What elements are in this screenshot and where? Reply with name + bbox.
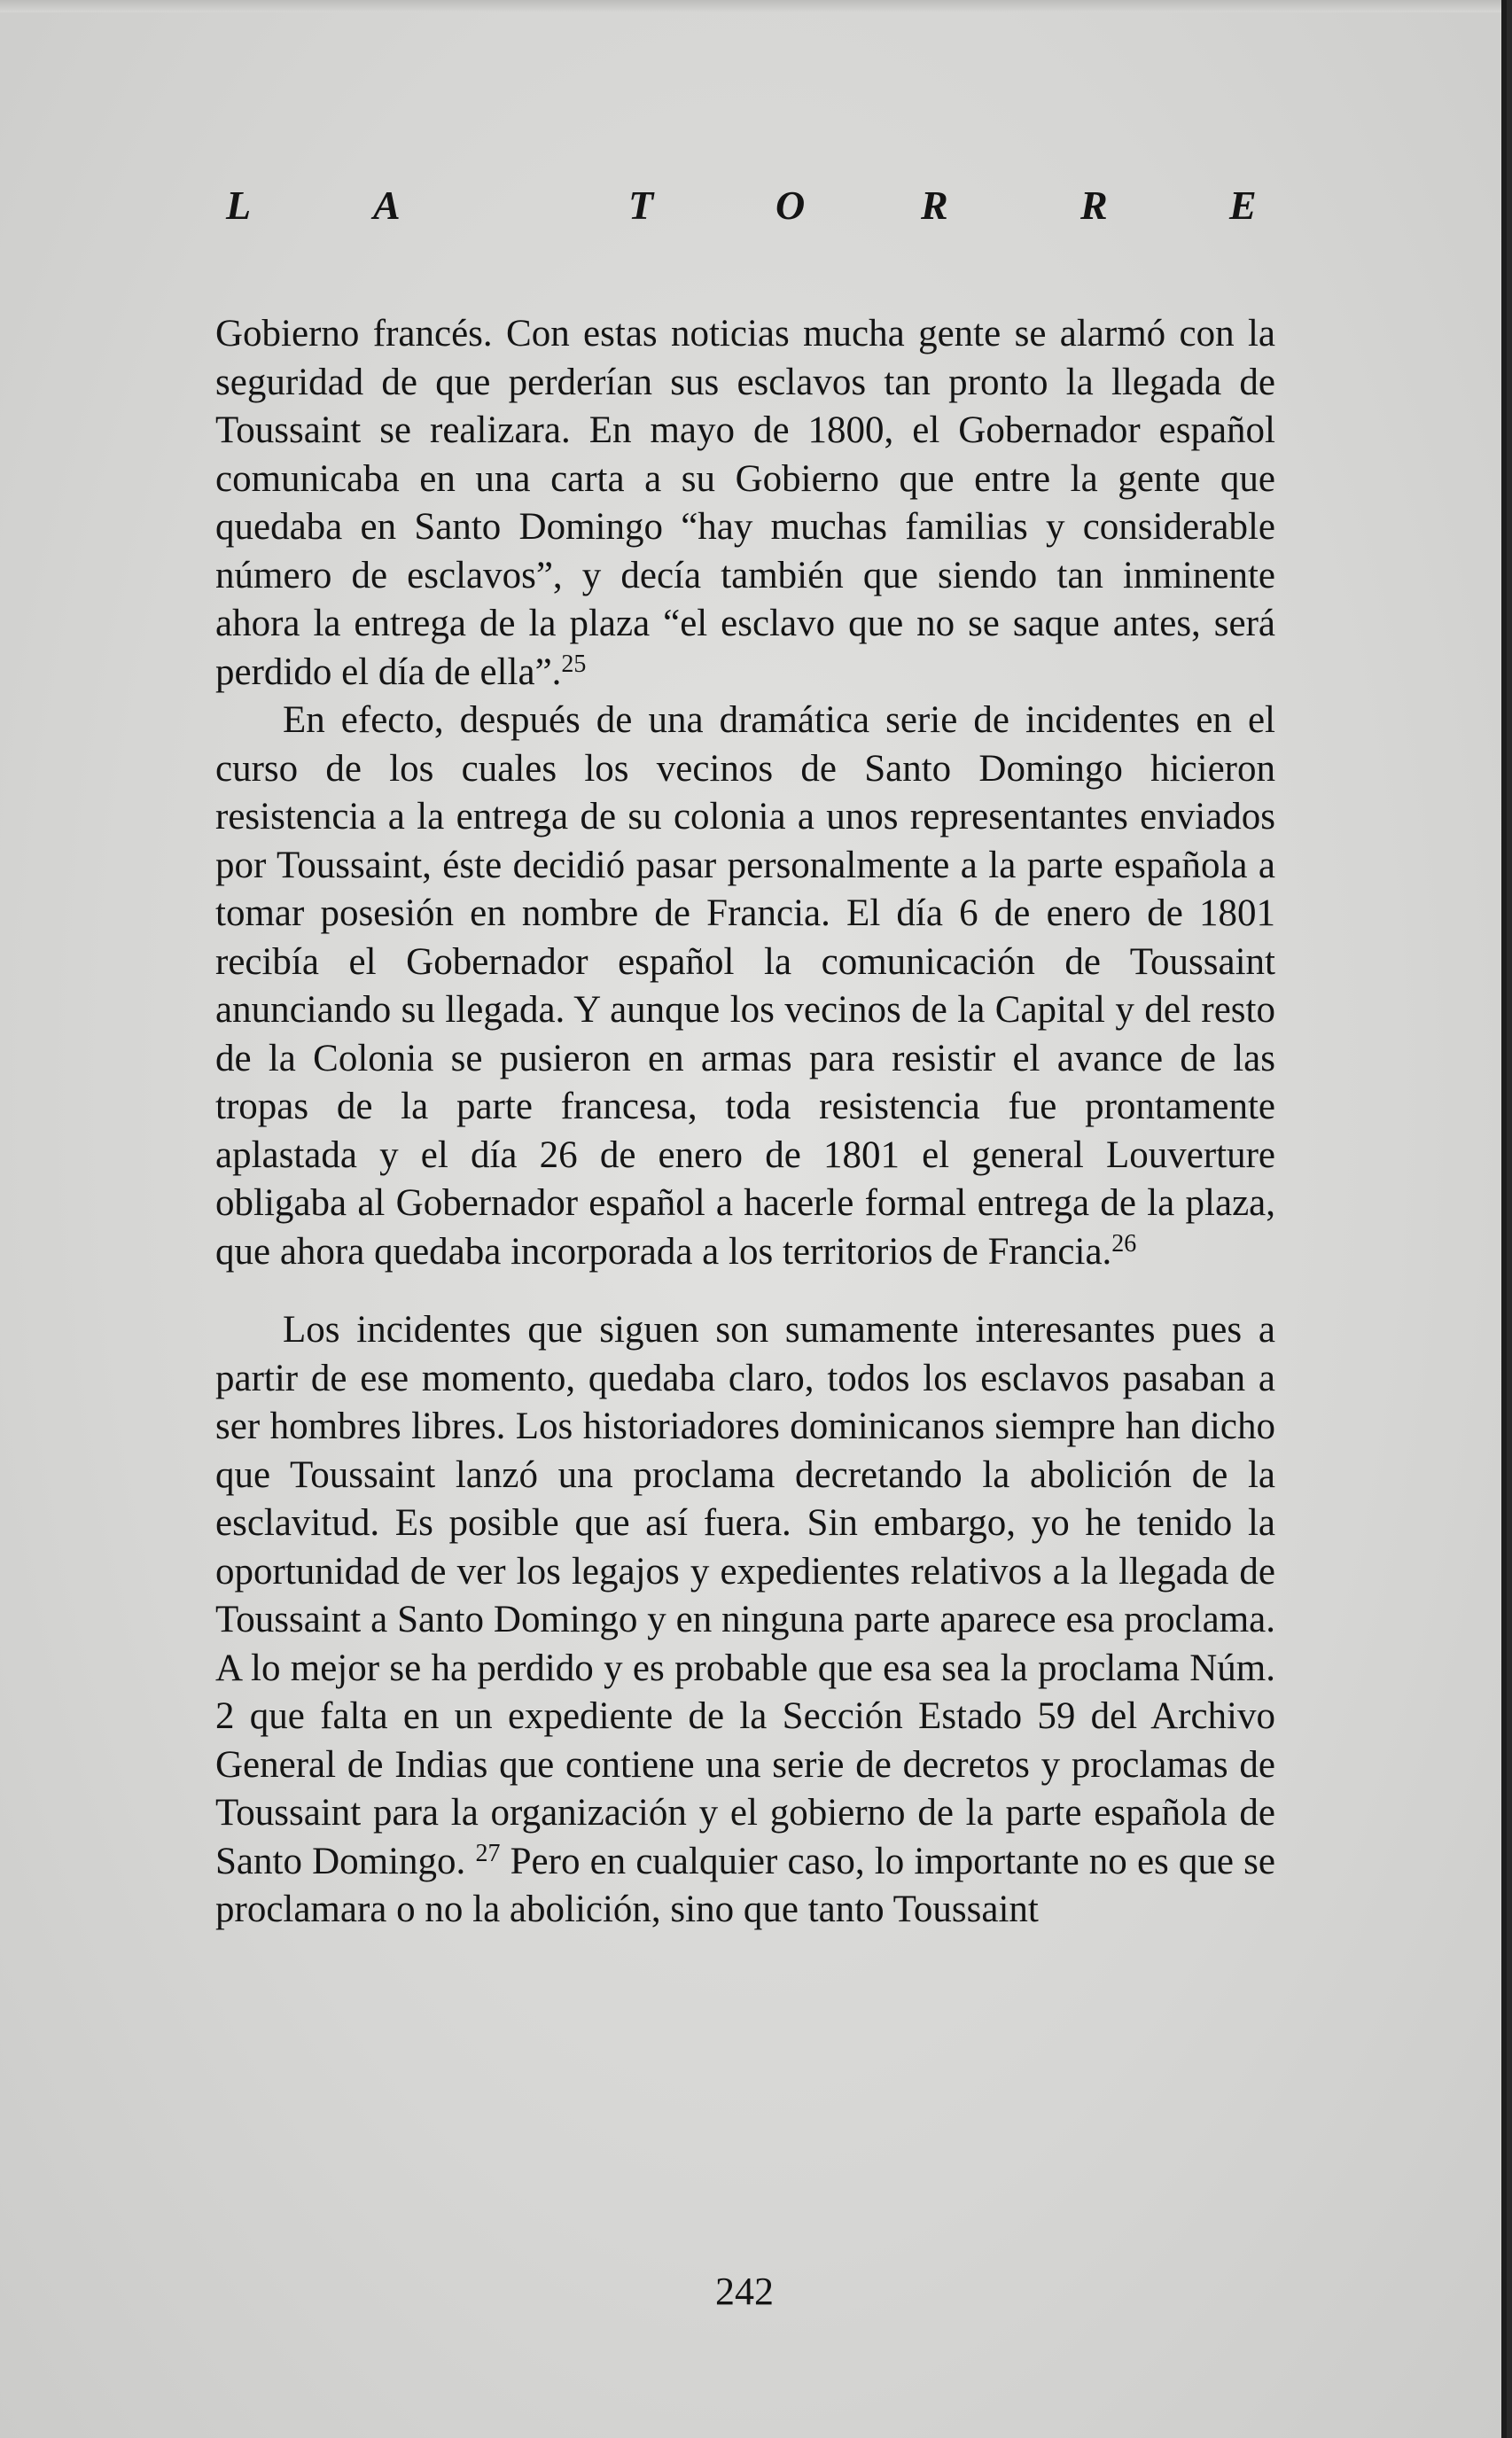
paragraph-text: En efecto, después de una dramática serie de incidentes en el curso de los cuales los vecinos de Santo Domingo hicieron resistencia a la entrega de su colonia a unos representantes enviados por Toussaint, éste decidió pasar personalmente a la parte española a tomar posesión en nombre de Francia. El día 6 de enero de 1801 recibía el Gobernador español la comunicación de Toussaint anunciando su llegada. Y aunque los vecinos de la Capital y del resto de la Colonia se pusieron en armas para resistir el avance de las tropas de la parte francesa, toda resistencia fue prontamente aplastada y el día 26 de enero de 1801 el general Louverture obligaba al Gobernador español a hacerle formal entrega de la plaza, que ahora quedaba incorporada a los territorios de Francia. — [215, 699, 1275, 1273]
running-head-letter: A — [373, 183, 401, 228]
paragraph-text: Los incidentes que siguen son sumamente interesantes pues a partir de ese momento, quedaba claro, todos los esclavos pasaban a ser hombres libres. Los historiadores dominicanos siempre han dicho que Toussaint lanzó una proclama decretando la abolición de la esclavitud. Es posible que así fuera. Sin embargo, yo he tenido la oportunidad de ver los legajos y expedientes relativos a la llegada de Toussaint a Santo Domingo y en ninguna parte aparece esa proclama. A lo mejor se ha perdido y es probable que esa sea la proclama Núm. 2 que falta en un expediente de la Sección Estado 59 del Archivo General de Indias que contiene una serie de decretos y proclamas de Toussaint para la organización y el gobierno de la parte española de Santo Domingo. — [215, 1309, 1275, 1882]
footnote-marker: 26 — [1111, 1229, 1137, 1258]
paragraph — [215, 1306, 1275, 1935]
running-head-letter: O — [775, 183, 806, 228]
running-head-letter: T — [628, 183, 654, 228]
running-head-letter: E — [1229, 183, 1257, 228]
paragraph-text: Pero en cualquier caso, lo importante no es que se proclamara o no la abolición, sino que tanto Toussaint — [215, 1840, 1275, 1930]
paragraph — [215, 697, 1275, 1276]
running-head-letter: R — [921, 183, 948, 228]
page-number: 242 — [715, 2270, 774, 2313]
paragraph-text: Gobierno francés. Con estas noticias mucha gente se alarmó con la seguridad de que perderían sus esclavos tan pronto la llegada de Toussaint se realizara. En mayo de 1800, el Gobernador español comunicaba en una carta a su Gobierno que entre la gente que quedaba en Santo Domingo “hay muchas familias y considerable número de esclavos”, y decía también que siendo tan inminente ahora la entrega de la plaza “el esclavo que no se saque antes, será perdido el día de ella”. — [215, 313, 1275, 693]
footnote-marker: 25 — [561, 650, 587, 678]
running-head-letter: R — [1080, 183, 1108, 228]
page-top-edge — [0, 0, 1501, 12]
body-text — [215, 310, 1275, 1935]
running-head-letter: L — [226, 183, 252, 228]
footnote-marker: 27 — [475, 1839, 501, 1867]
paragraph — [215, 310, 1275, 697]
